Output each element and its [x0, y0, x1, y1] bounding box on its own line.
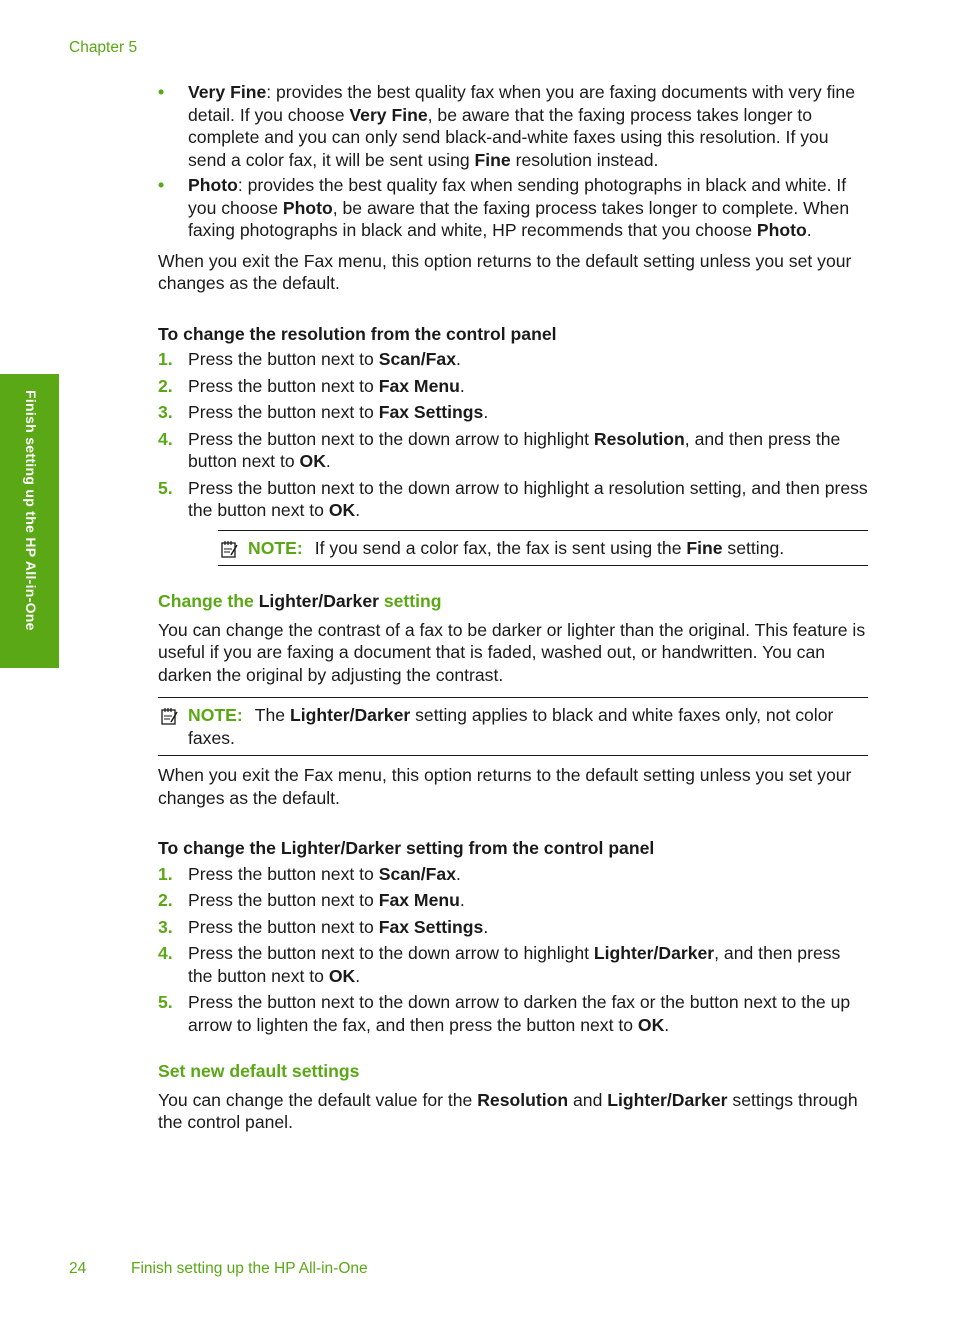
step-bold: Fax Menu: [378, 375, 460, 396]
bullet-term: Very Fine: [188, 82, 267, 102]
bullet-bold: Photo: [282, 197, 333, 218]
step-text: Press the button next to: [188, 349, 379, 369]
step-bold: Fax Settings: [378, 916, 484, 937]
step-text: Press the button next to: [188, 375, 379, 396]
side-chapter-tab: [0, 374, 59, 668]
default-setting-paragraph: When you exit the Fax menu, this option returns to the default setting unless you set your changes as the default.: [158, 765, 852, 808]
bullet-text: , be aware that the faxing process takes longer to complete. When faxing photographs in black and white, HP recommends that you choose: [188, 197, 850, 240]
note-label: NOTE:: [248, 537, 303, 558]
step: [158, 477, 868, 522]
step-bold: OK: [328, 965, 356, 986]
step: [158, 863, 868, 886]
step: [158, 428, 868, 473]
para-bold: Resolution: [477, 1089, 569, 1110]
lighter-darker-paragraph: You can change the contrast of a fax to be darker or lighter than the original. This feature is useful if you are faxing a document that is faded, washed out, or handwritten. You can darken the original by adjusting the contrast.: [158, 619, 866, 685]
note-pad-icon: [160, 706, 180, 726]
note-pad-icon: [220, 539, 240, 559]
note-label: NOTE:: [188, 705, 243, 725]
bullet-very-fine: [158, 81, 868, 171]
section-heading-lighter-darker: [158, 590, 868, 613]
step-bold: Scan/Fax: [378, 863, 456, 884]
para-bold: Lighter/Darker: [607, 1089, 728, 1110]
step-text: .: [459, 890, 465, 910]
step-number: 1.: [158, 863, 173, 884]
step-number: 5.: [158, 477, 173, 498]
note-box-lighter-darker: [158, 697, 868, 756]
para-text: You can change the default value for the: [158, 1089, 478, 1110]
note-bold: Lighter/Darker: [289, 705, 411, 725]
step-text: .: [664, 1014, 670, 1035]
bullet-text: , be aware that the faxing process takes longer to complete and you can only send black-and-white faxes using this resolution. If you send a color fax, it will be sent using: [188, 104, 829, 170]
step-text: Press the button next to: [188, 863, 379, 884]
step-text: .: [483, 916, 489, 937]
step-text: .: [355, 965, 361, 986]
heading-part-bold: Lighter/Darker: [258, 591, 379, 611]
bullet-mark: •: [158, 175, 165, 195]
step: [158, 942, 868, 987]
step-text: .: [483, 402, 489, 422]
step-number: 2.: [158, 890, 173, 910]
step-bold: OK: [637, 1014, 665, 1035]
step-number: 2.: [158, 375, 173, 396]
step-bold: OK: [328, 500, 356, 520]
step-text: .: [355, 500, 361, 520]
step-bold: Lighter/Darker: [593, 943, 715, 963]
step-number: 3.: [158, 916, 173, 937]
bullet-term: Photo: [188, 175, 238, 195]
bullet-bold: Fine: [474, 149, 511, 170]
step-text: .: [455, 349, 461, 369]
para-text: settings through the control panel.: [158, 1089, 858, 1132]
note-text: The: [254, 705, 290, 725]
page-content: [158, 81, 868, 1134]
step-bold: Fax Settings: [378, 402, 484, 422]
step-bold: OK: [299, 451, 326, 471]
step-text: Press the button next to the down arrow to darken the fax or the button next to the up arrow to lighten the fax, and then press the button next to: [188, 992, 851, 1035]
bullet-text: .: [806, 220, 812, 240]
step-text: .: [459, 375, 465, 396]
step-text: Press the button next to: [188, 916, 379, 937]
bullet-bold: Photo: [756, 220, 807, 240]
side-tab-label: Finish setting up the HP All-in-One: [23, 390, 39, 631]
note-text: setting applies to black and white faxes only, not color faxes.: [188, 705, 834, 748]
step-text: .: [325, 451, 331, 471]
step-bold: Resolution: [593, 428, 685, 449]
para-text: and: [568, 1089, 608, 1110]
step-number: 5.: [158, 992, 173, 1012]
step-bold: Fax Menu: [378, 890, 460, 910]
step-number: 1.: [158, 349, 173, 369]
step-number: 4.: [158, 428, 173, 449]
bullet-photo: [158, 174, 868, 242]
step-text: Press the button next to the down arrow to highlight a resolution setting, and then press the button next to: [188, 477, 868, 520]
step-text: Press the button next to: [188, 890, 379, 910]
section-heading-defaults: Set new default settings: [158, 1061, 360, 1081]
page-number: 24: [69, 1260, 87, 1277]
heading-part: Change the: [158, 591, 259, 611]
bullet-text: : provides the best quality fax when sending photographs in black and white. If you choose: [188, 175, 847, 218]
defaults-paragraph: [158, 1089, 868, 1134]
procedure-title-lighter-darker: To change the Lighter/Darker setting from the control panel: [158, 838, 655, 858]
step-text: Press the button next to the down arrow to highlight: [188, 943, 594, 963]
bullet-text: : provides the best quality fax when you are faxing documents with very fine detail. If you choose: [188, 82, 855, 125]
bullet-bold: Very Fine: [349, 104, 428, 125]
step: [158, 916, 868, 939]
step: [158, 889, 868, 912]
procedure-title-resolution: To change the resolution from the control panel: [158, 323, 557, 344]
step-text: Press the button next to: [188, 402, 379, 422]
step: [158, 348, 868, 371]
note-bold: Fine: [686, 537, 723, 558]
chapter-label: Chapter 5: [69, 39, 138, 56]
heading-part: setting: [378, 591, 442, 611]
step: [158, 401, 868, 424]
bullet-text: resolution instead.: [510, 149, 659, 170]
step-number: 4.: [158, 943, 173, 963]
footer-title: Finish setting up the HP All-in-One: [131, 1260, 368, 1277]
default-setting-paragraph: When you exit the Fax menu, this option returns to the default setting unless you set your changes as the default.: [158, 250, 852, 293]
bullet-mark: •: [158, 82, 165, 102]
step: [158, 991, 868, 1036]
note-text: setting.: [722, 537, 785, 558]
step-bold: Scan/Fax: [378, 349, 456, 369]
step-text: Press the button next to the down arrow to highlight: [188, 428, 594, 449]
note-box-resolution: [218, 530, 868, 567]
step-number: 3.: [158, 402, 173, 422]
step-text: .: [455, 863, 461, 884]
note-text: If you send a color fax, the fax is sent using the: [314, 537, 687, 558]
step-text: , and then press the button next to: [188, 943, 841, 986]
step-text: , and then press the button next to: [188, 428, 841, 471]
step: [158, 375, 868, 398]
